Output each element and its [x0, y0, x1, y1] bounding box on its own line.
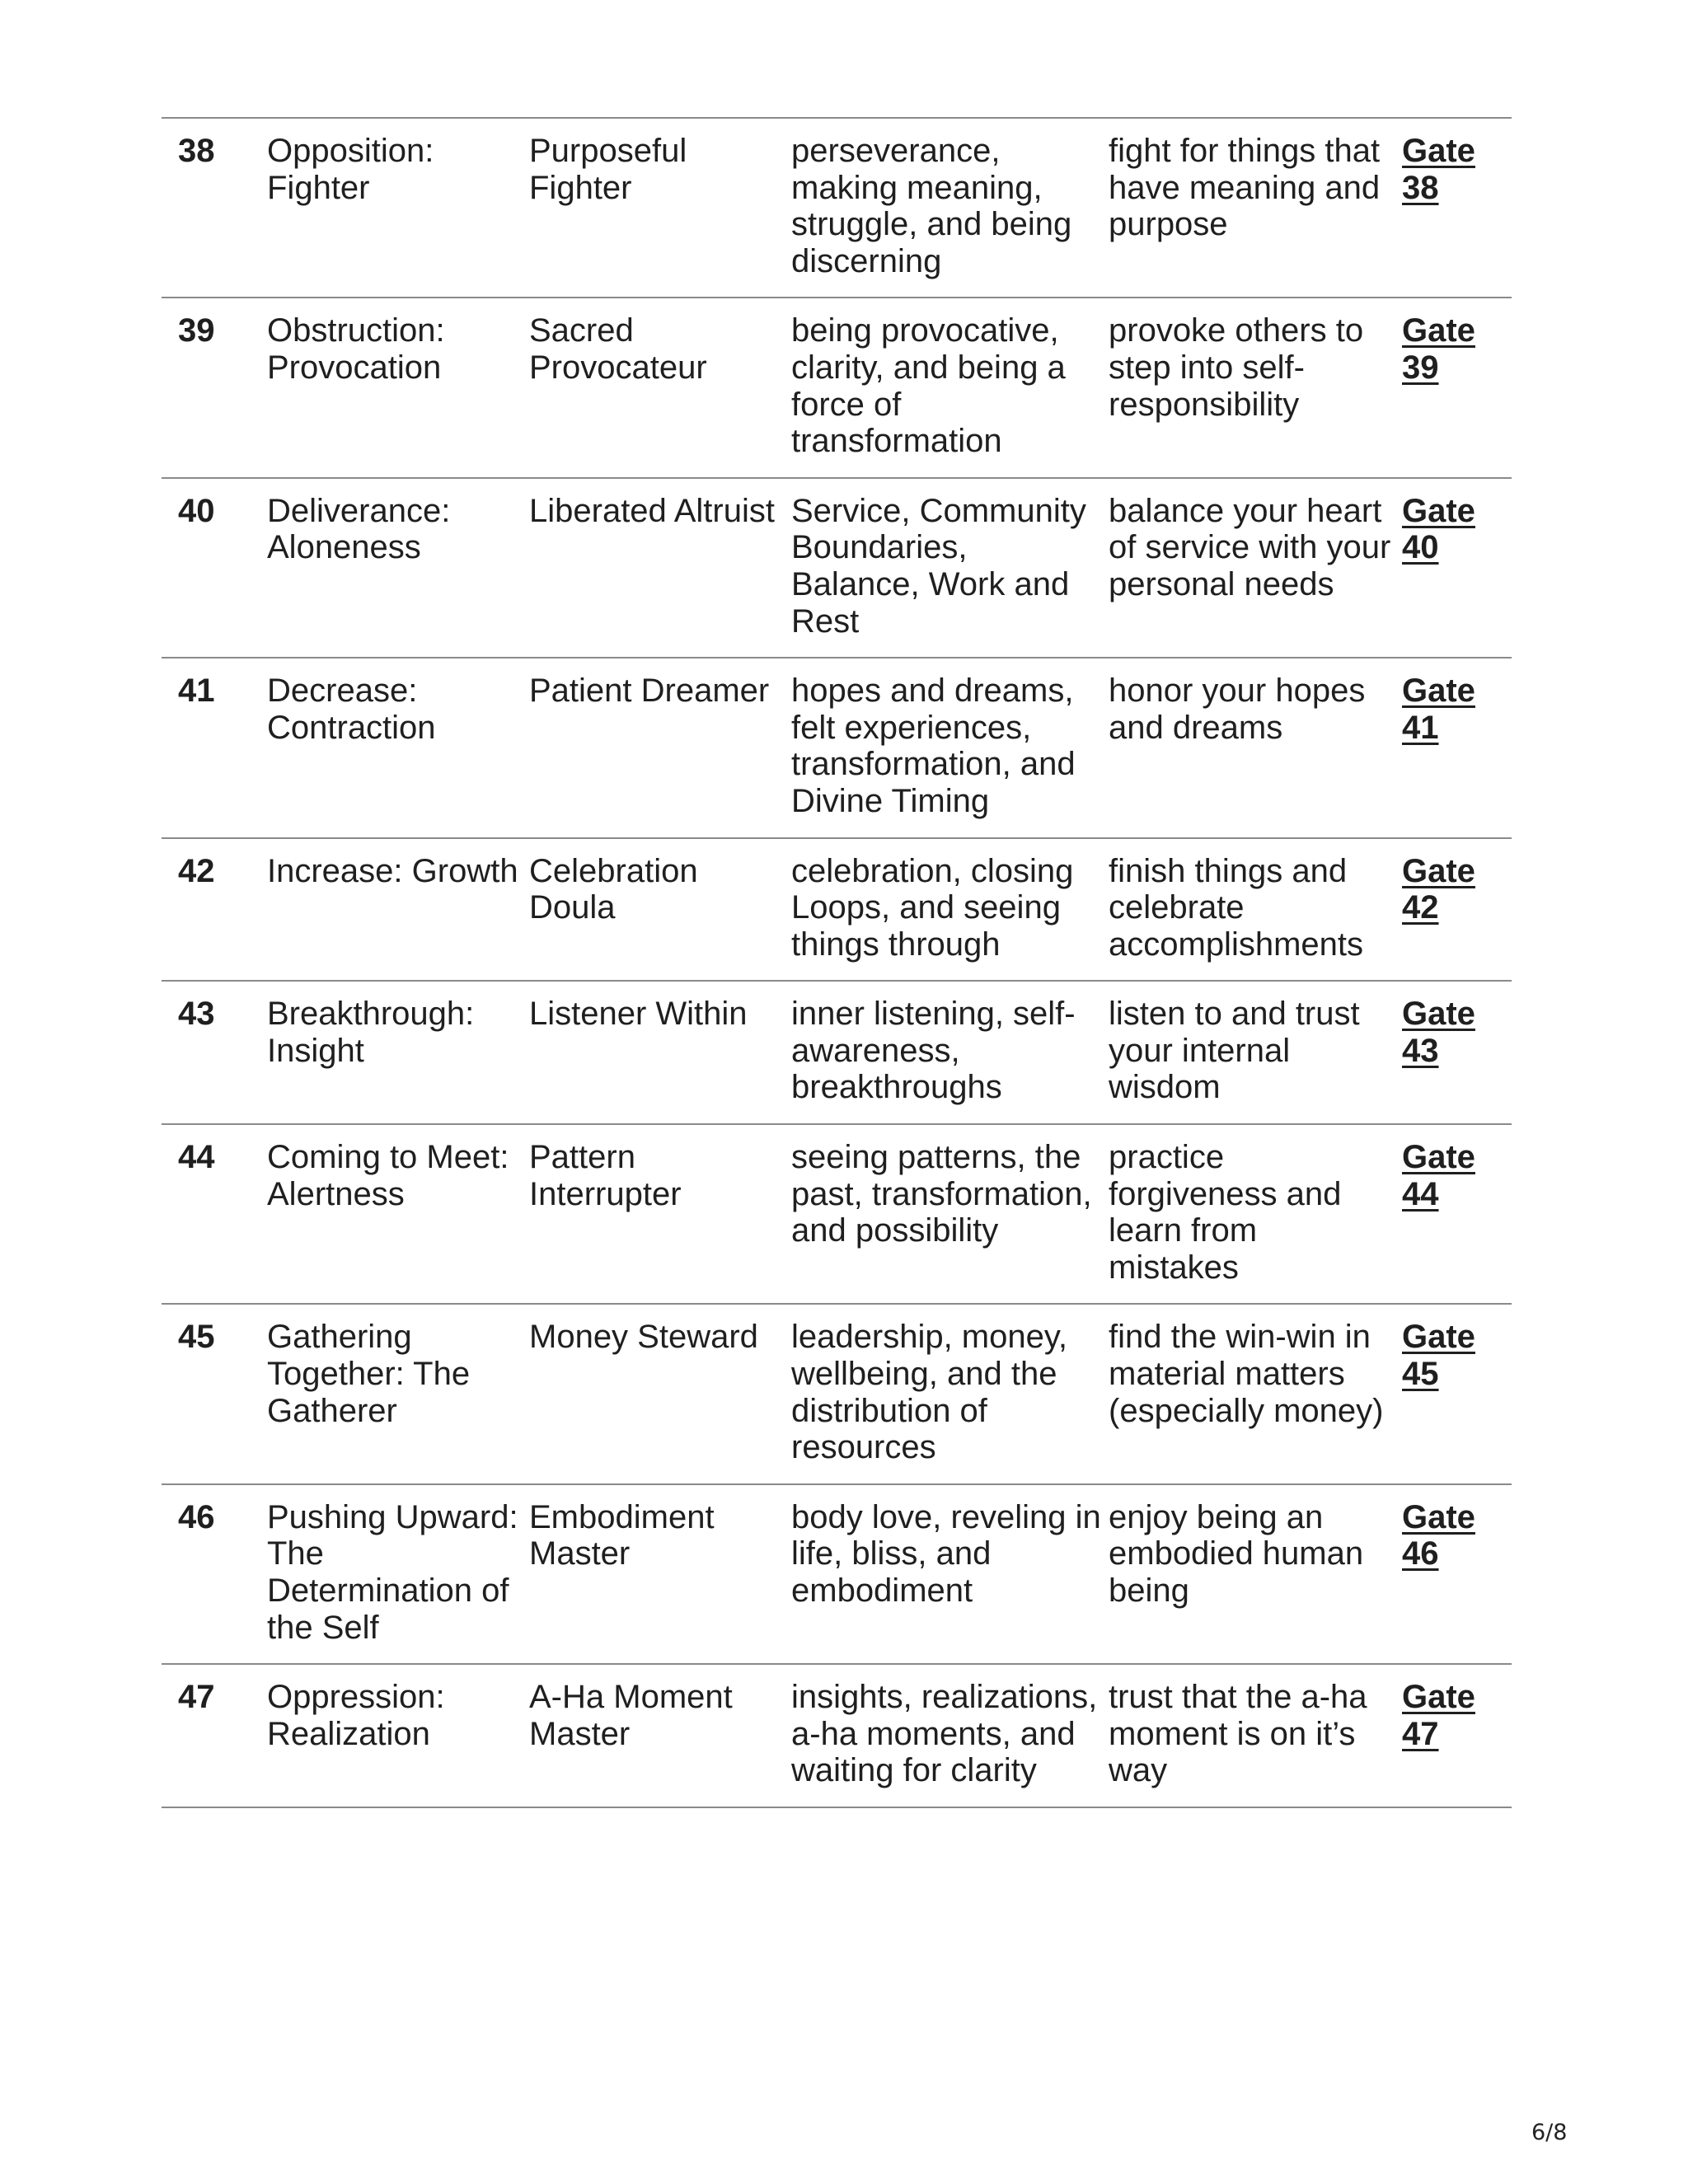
gate-number: 44 — [178, 1139, 215, 1176]
gate-number: 45 — [178, 1319, 215, 1356]
gate-40-link[interactable]: Gate 40 — [1402, 492, 1475, 566]
gate-42-link[interactable]: Gate 42 — [1402, 852, 1475, 926]
gate-39-link[interactable]: Gate 39 — [1402, 312, 1475, 386]
gate-name: Obstruction: Provocation — [267, 312, 445, 386]
gate-themes: celebration, closing Loops, and seeing things through — [791, 852, 1074, 963]
gate-archetype: Listener Within — [529, 996, 748, 1033]
gate-themes: insights, realizations, a-ha moments, and waiting for clarity — [791, 1679, 1098, 1789]
gate-themes: hopes and dreams, felt experiences, transformation, and Divine Timing — [791, 673, 1076, 819]
gate-41-link[interactable]: Gate 41 — [1402, 673, 1475, 746]
gate-name: Pushing Upward: The Determination of the Self — [267, 1498, 518, 1646]
gate-link-cell — [1402, 981, 1512, 1124]
gate-44-link[interactable]: Gate 44 — [1402, 1139, 1475, 1212]
gate-38-link[interactable]: Gate 38 — [1402, 133, 1475, 206]
gate-action: provoke others to step into self-responsibility — [1109, 312, 1364, 423]
table-row — [162, 298, 1512, 477]
gates-table — [162, 117, 1512, 1808]
gate-name: Deliverance: Aloneness — [267, 492, 451, 566]
gate-archetype: Patient Dreamer — [529, 673, 770, 710]
gate-link-cell — [1402, 118, 1512, 298]
gate-link-cell — [1402, 1124, 1512, 1304]
gate-name: Opposition: Fighter — [267, 133, 434, 206]
gate-name: Breakthrough: Insight — [267, 996, 475, 1069]
gate-themes: perseverance, making meaning, struggle, and being discerning — [791, 133, 1072, 279]
table-row — [162, 838, 1512, 982]
gate-link-cell — [1402, 658, 1512, 837]
page-number: 6/8 — [1531, 2120, 1568, 2145]
gate-number: 40 — [178, 492, 215, 529]
gate-47-link[interactable]: Gate 47 — [1402, 1679, 1475, 1752]
gate-name: Increase: Growth — [267, 852, 518, 889]
gate-action: fight for things that have meaning and purpose — [1109, 133, 1381, 243]
gate-name: Coming to Meet: Alertness — [267, 1139, 509, 1212]
gate-action: practice forgiveness and learn from mistakes — [1109, 1139, 1342, 1286]
table-row — [162, 658, 1512, 837]
gate-action: finish things and celebrate accomplishments — [1109, 852, 1364, 963]
gate-number: 41 — [178, 673, 215, 710]
gate-link-cell — [1402, 838, 1512, 982]
gate-action: listen to and trust your internal wisdom — [1109, 996, 1360, 1106]
gate-themes: body love, reveling in life, bliss, and embodiment — [791, 1498, 1101, 1609]
gate-archetype: Celebration Doula — [529, 852, 698, 926]
gate-archetype: Money Steward — [529, 1319, 758, 1356]
gate-number: 47 — [178, 1679, 215, 1716]
gate-number: 39 — [178, 312, 215, 349]
gate-link-cell — [1402, 478, 1512, 658]
gate-45-link[interactable]: Gate 45 — [1402, 1319, 1475, 1393]
gate-themes: being provocative, clarity, and being a force of transformation — [791, 312, 1066, 460]
gate-46-link[interactable]: Gate 46 — [1402, 1498, 1475, 1572]
gate-43-link[interactable]: Gate 43 — [1402, 996, 1475, 1069]
gate-name: Gathering Together: The Gatherer — [267, 1319, 471, 1429]
table-row — [162, 1664, 1512, 1807]
gate-name: Decrease: Contraction — [267, 673, 436, 746]
gate-name: Oppression: Realization — [267, 1679, 445, 1752]
gate-action: honor your hopes and dreams — [1109, 673, 1366, 746]
table-row — [162, 118, 1512, 298]
gate-action: enjoy being an embodied human being — [1109, 1498, 1364, 1609]
table-row — [162, 1304, 1512, 1483]
gate-archetype: Sacred Provocateur — [529, 312, 707, 386]
gate-archetype: A-Ha Moment Master — [529, 1679, 733, 1752]
gate-archetype: Purposeful Fighter — [529, 133, 687, 206]
gate-number: 46 — [178, 1498, 215, 1535]
gate-archetype: Liberated Altruist — [529, 492, 775, 529]
table-row — [162, 981, 1512, 1124]
gate-link-cell — [1402, 298, 1512, 477]
gate-archetype: Embodiment Master — [529, 1498, 715, 1572]
gate-action: trust that the a-ha moment is on it’s way — [1109, 1679, 1367, 1789]
gate-themes: leadership, money, wellbeing, and the distribution of resources — [791, 1319, 1067, 1466]
gate-number: 43 — [178, 996, 215, 1033]
table-row — [162, 1124, 1512, 1304]
gate-themes: seeing patterns, the past, transformation, and possibility — [791, 1139, 1092, 1249]
gate-action: balance your heart of service with your personal needs — [1109, 492, 1391, 602]
gate-link-cell — [1402, 1304, 1512, 1483]
table-row — [162, 1484, 1512, 1664]
gate-number: 42 — [178, 852, 215, 889]
gate-archetype: Pattern Interrupter — [529, 1139, 682, 1212]
gate-number: 38 — [178, 133, 215, 169]
gate-link-cell — [1402, 1664, 1512, 1807]
gate-themes: Service, Community Boundaries, Balance, Work and Rest — [791, 492, 1086, 640]
gate-themes: inner listening, self-awareness, breakthroughs — [791, 996, 1076, 1106]
gate-action: find the win-win in material matters (especially money) — [1109, 1319, 1384, 1429]
table-row — [162, 478, 1512, 658]
gate-link-cell — [1402, 1484, 1512, 1664]
